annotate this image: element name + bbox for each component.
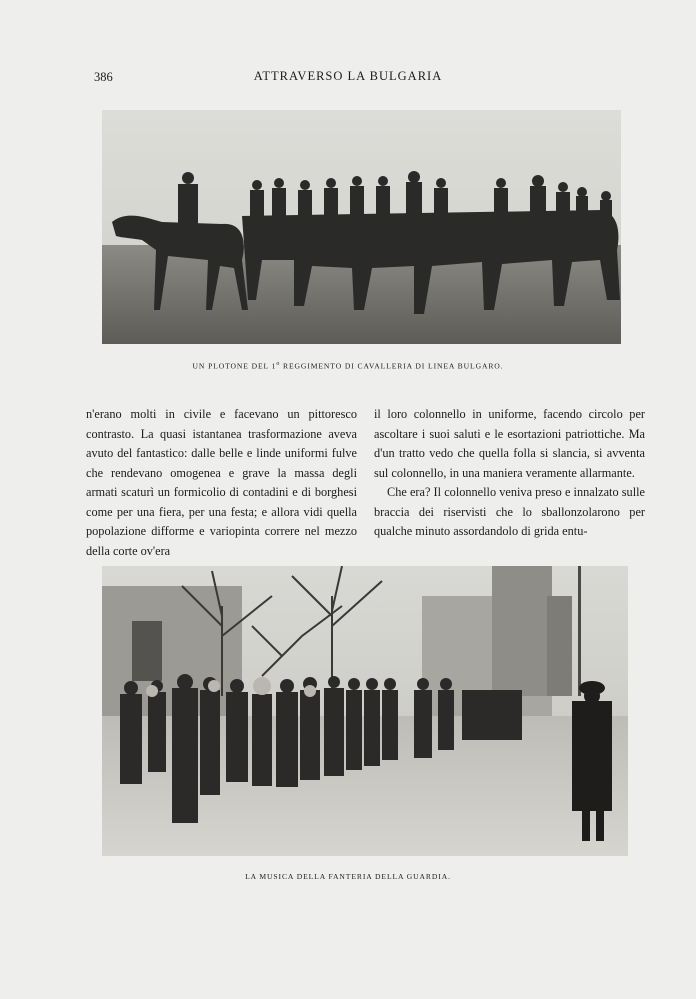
page-number: 386 xyxy=(94,70,113,84)
paragraph: n'erano molti in civile e facevano un pittoresco contrasto. La quasi istantanea trasformazione aveva avuto del fantastico: dalle belle e linde uniformi fulve che rendevano omogenea e grave la massa degli armati scaturì un formicolio di contadini e di borghesi come per una fiera, per una festa; e allora vidi quella popolazione difforme e variopinta correre nel mezzo della corte ov'era xyxy=(86,407,357,558)
military-band-photo-caption: LA MUSICA DELLA FANTERIA DELLA GUARDIA. xyxy=(245,872,451,881)
running-head: ATTRAVERSO LA BULGARIA xyxy=(253,69,443,83)
paragraph: il loro colonnello in uniforme, facendo circolo per ascoltare i suoi saluti e le esortazioni patriottiche. Ma d'un tratto vedo che quella folla si slancia, si avventa sul colonnello, in una maniera veramente allarmante. xyxy=(374,407,645,480)
cavalry-photo xyxy=(102,110,621,344)
cavalry-photo-caption: UN PLOTONE DEL 1$^o$ REGGIMENTO DI CAVALLERIA DI LINEA BULGARO. xyxy=(192,361,504,371)
text-column-left xyxy=(86,405,357,561)
military-band-photo xyxy=(102,566,628,856)
paragraph: Che era? Il colonnello veniva preso e innalzato sulle braccia dei riservisti che lo sballonzolarono per qualche minuto assordandolo di grida entu- xyxy=(374,485,645,538)
text-column-right xyxy=(374,405,645,542)
